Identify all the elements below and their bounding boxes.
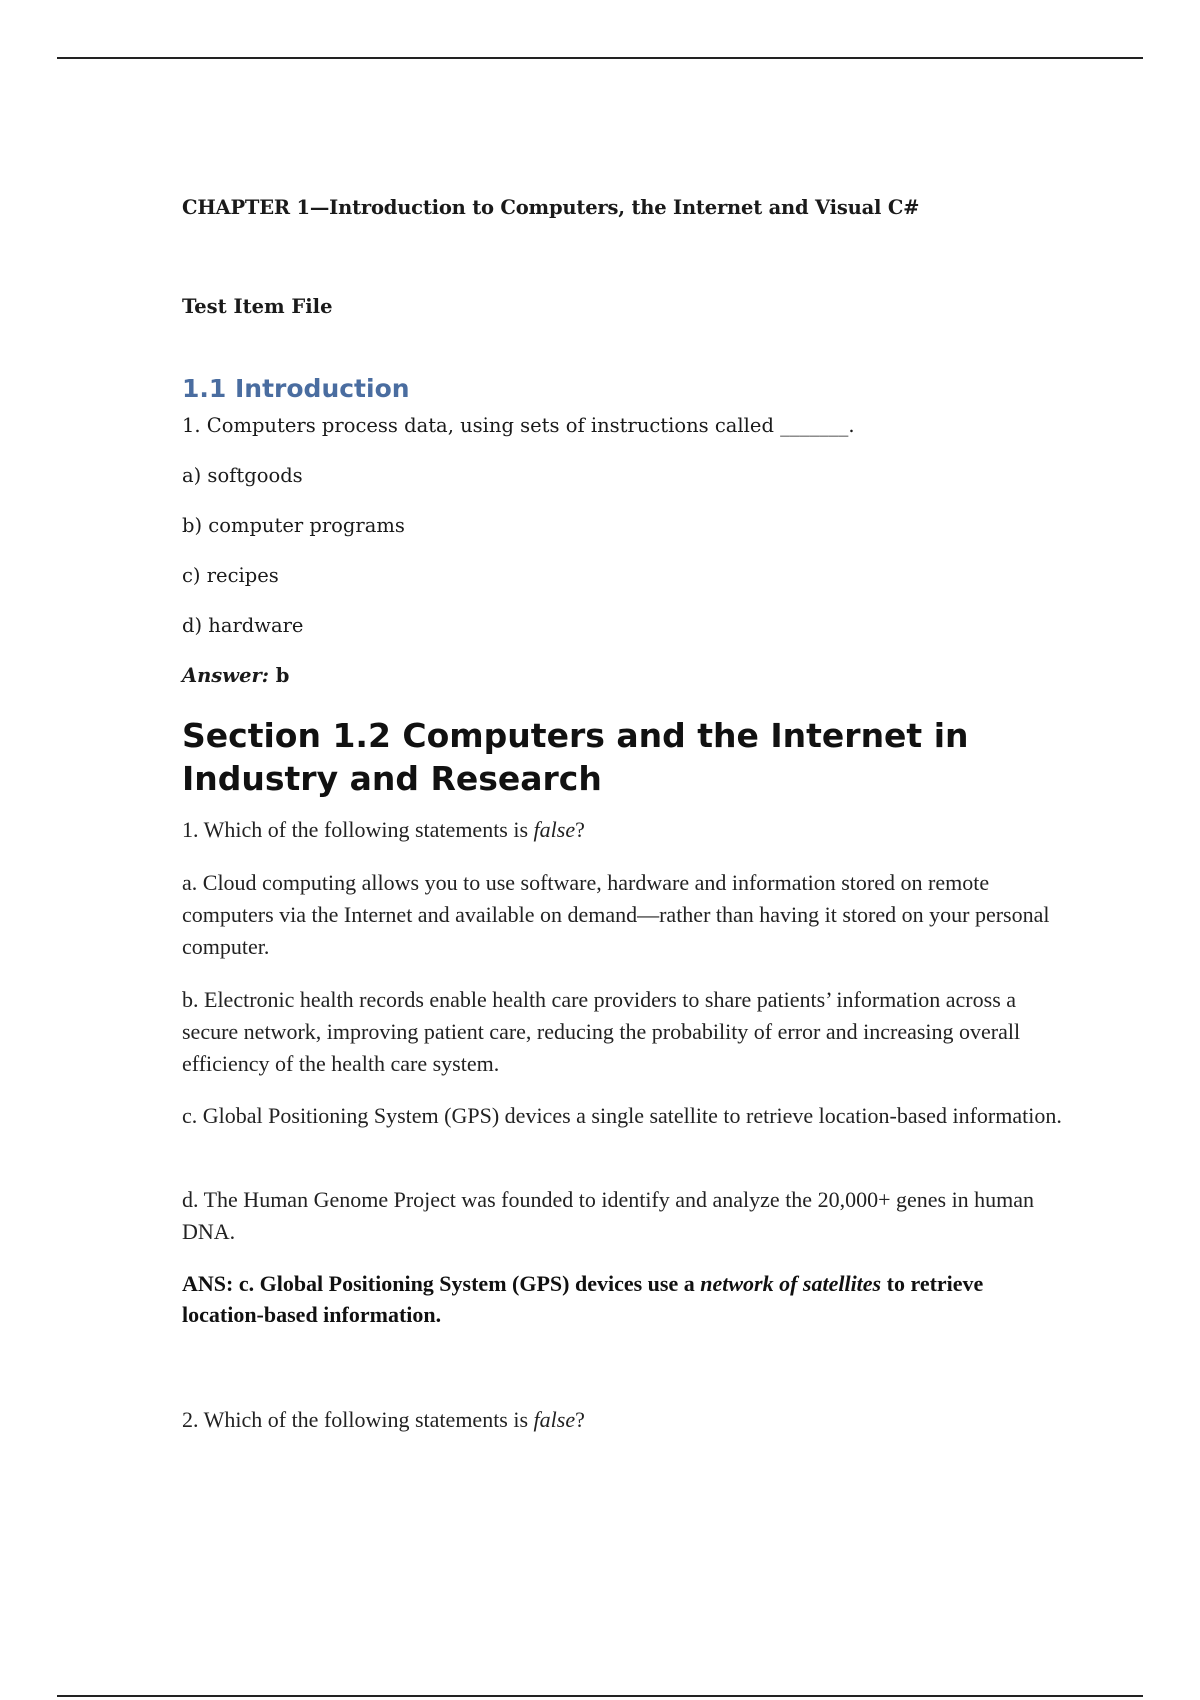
bottom-rule	[57, 1695, 1143, 1697]
answer-prefix: ANS: c. Global Positioning System (GPS) devices use a	[182, 1271, 701, 1296]
answer-option-c: c. Global Positioning System (GPS) devices a single satellite to retrieve location-based information.	[182, 1103, 1062, 1128]
answer-option-d: d. The Human Genome Project was founded to identify and analyze the 20,000+ genes in human DNA.	[182, 1187, 1035, 1244]
answer-option-d: d) hardware	[182, 614, 304, 637]
question-suffix: ?	[575, 1407, 585, 1432]
section-heading-industry-research: Section 1.2 Computers and the Internet in Industry and Research	[182, 716, 969, 798]
answer-label: Answer:	[182, 664, 269, 687]
top-rule	[57, 57, 1143, 59]
question-text	[182, 1404, 1062, 1436]
question-emphasis: false	[533, 817, 576, 842]
question-suffix: ?	[575, 817, 585, 842]
answer-option-b: b. Electronic health records enable health care providers to share patients’ information across a secure network, improving patient care, reducing the probability of error and increasing overall efficiency of the health care system.	[182, 987, 1021, 1076]
answer-line	[182, 664, 289, 687]
answer-emphasis: network of satellites	[700, 1271, 882, 1296]
document-subtitle: Test Item File	[182, 295, 333, 318]
answer-value: b	[268, 664, 290, 687]
question-emphasis: false	[533, 1407, 576, 1432]
question-prefix: 2. Which of the following statements is	[182, 1407, 534, 1432]
answer-option-a: a) softgoods	[182, 464, 303, 487]
answer-option-a: a. Cloud computing allows you to use software, hardware and information stored on remote computers via the Internet and available on demand—rather than having it stored on your personal computer.	[182, 870, 1050, 959]
answer-option-b: b) computer programs	[182, 514, 405, 537]
section-heading-introduction: 1.1 Introduction	[182, 374, 410, 403]
chapter-title: CHAPTER 1—Introduction to Computers, the Internet and Visual C#	[182, 196, 920, 219]
answer-option-c: c) recipes	[182, 564, 279, 587]
answer-line	[182, 1268, 1062, 1330]
question-text: 1. Computers process data, using sets of instructions called _______.	[182, 414, 855, 437]
answer-suffix: to retrieve location-based information.	[182, 1271, 984, 1327]
question-text	[182, 814, 1062, 846]
question-prefix: 1. Which of the following statements is	[182, 817, 534, 842]
